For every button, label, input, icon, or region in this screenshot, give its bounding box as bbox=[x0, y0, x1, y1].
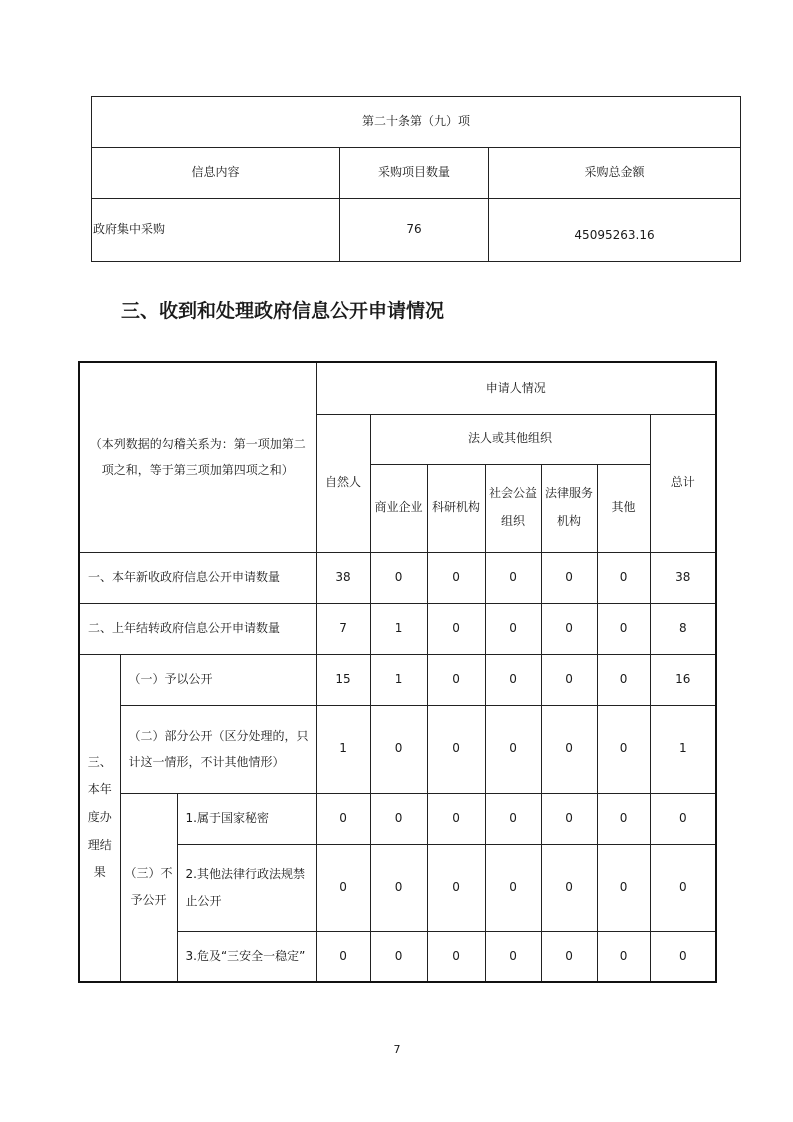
total-header: 总计 bbox=[650, 414, 716, 552]
table-cell: 0 bbox=[427, 705, 485, 793]
header-project-count: 采购项目数量 bbox=[340, 148, 489, 199]
table-cell: 0 bbox=[541, 552, 597, 603]
table-cell: 0 bbox=[427, 654, 485, 705]
table-cell: 0 bbox=[541, 844, 597, 931]
procurement-table bbox=[91, 96, 741, 262]
table-cell: 0 bbox=[485, 654, 541, 705]
disclosed-label: （一）予以公开 bbox=[120, 654, 316, 705]
table-cell: 0 bbox=[650, 793, 716, 844]
table-cell: 0 bbox=[370, 844, 427, 931]
table-cell: 16 bbox=[650, 654, 716, 705]
table-cell: 7 bbox=[316, 603, 370, 654]
table-cell: 8 bbox=[650, 603, 716, 654]
reconciliation-note: （本列数据的勾稽关系为：第一项加第二项之和，等于第三项加第四项之和） bbox=[79, 362, 316, 552]
table-cell: 0 bbox=[316, 844, 370, 931]
table-cell: 0 bbox=[541, 654, 597, 705]
table-cell: 0 bbox=[485, 552, 541, 603]
header-info-content: 信息内容 bbox=[92, 148, 340, 199]
not-disclosed-label: （三）不予公开 bbox=[120, 793, 177, 982]
table-cell: 0 bbox=[597, 705, 650, 793]
table-cell: 0 bbox=[485, 844, 541, 931]
table-cell: 0 bbox=[427, 552, 485, 603]
legal-orgs-header: 法人或其他组织 bbox=[370, 414, 650, 464]
table-cell: 0 bbox=[485, 931, 541, 982]
state-secret-label: 1.属于国家秘密 bbox=[177, 793, 316, 844]
law-prohibited-label: 2.其他法律行政法规禁止公开 bbox=[177, 844, 316, 931]
table-cell: 1 bbox=[650, 705, 716, 793]
table-cell: 0 bbox=[427, 844, 485, 931]
table-cell: 0 bbox=[485, 603, 541, 654]
table-cell: 0 bbox=[316, 793, 370, 844]
table-cell: 0 bbox=[541, 705, 597, 793]
table-cell: 0 bbox=[427, 931, 485, 982]
row-label: 政府集中采购 bbox=[92, 199, 340, 262]
table-cell: 1 bbox=[370, 603, 427, 654]
row-count: 76 bbox=[340, 199, 489, 262]
table-cell: 0 bbox=[370, 931, 427, 982]
row-amount: 45095263.16 bbox=[489, 199, 741, 262]
section-heading: 三、收到和处理政府信息公开申请情况 bbox=[121, 300, 445, 322]
table-cell: 0 bbox=[541, 603, 597, 654]
org-col-public-welfare: 社会公益组织 bbox=[485, 464, 541, 552]
table-cell: 0 bbox=[541, 793, 597, 844]
header-total-amount: 采购总金额 bbox=[489, 148, 741, 199]
table-cell: 15 bbox=[316, 654, 370, 705]
table-cell: 0 bbox=[370, 552, 427, 603]
table-cell: 1 bbox=[370, 654, 427, 705]
row1-label: 一、本年新收政府信息公开申请数量 bbox=[79, 552, 316, 603]
table-cell: 0 bbox=[597, 603, 650, 654]
table-cell: 0 bbox=[427, 793, 485, 844]
table-cell: 0 bbox=[485, 793, 541, 844]
table-cell: 0 bbox=[485, 705, 541, 793]
table-cell: 0 bbox=[597, 793, 650, 844]
partial-disclosure-label: （二）部分公开（区分处理的，只计这一情形，不计其他情形） bbox=[120, 705, 316, 793]
applicant-header: 申请人情况 bbox=[316, 362, 716, 414]
table-cell: 0 bbox=[597, 844, 650, 931]
org-col-other: 其他 bbox=[597, 464, 650, 552]
page-number: 7 bbox=[393, 1043, 401, 1056]
security-stability-label: 3.危及“三安全一稳定” bbox=[177, 931, 316, 982]
table-cell: 1 bbox=[316, 705, 370, 793]
row2-label: 二、上年结转政府信息公开申请数量 bbox=[79, 603, 316, 654]
table-cell: 0 bbox=[370, 793, 427, 844]
org-col-legal-service: 法律服务机构 bbox=[541, 464, 597, 552]
table-cell: 38 bbox=[650, 552, 716, 603]
table-cell: 0 bbox=[316, 931, 370, 982]
natural-person-header: 自然人 bbox=[316, 414, 370, 552]
org-col-commercial: 商业企业 bbox=[370, 464, 427, 552]
section3-label: 三、本年度办理结果 bbox=[79, 654, 120, 982]
table-cell: 0 bbox=[597, 931, 650, 982]
table-cell: 0 bbox=[427, 603, 485, 654]
table-cell: 0 bbox=[597, 654, 650, 705]
table-cell: 0 bbox=[650, 931, 716, 982]
table-cell: 0 bbox=[650, 844, 716, 931]
org-col-research: 科研机构 bbox=[427, 464, 485, 552]
table-cell: 0 bbox=[370, 705, 427, 793]
table1-title: 第二十条第（九）项 bbox=[92, 97, 741, 148]
application-table bbox=[78, 361, 717, 983]
table-cell: 38 bbox=[316, 552, 370, 603]
table-cell: 0 bbox=[541, 931, 597, 982]
table-cell: 0 bbox=[597, 552, 650, 603]
